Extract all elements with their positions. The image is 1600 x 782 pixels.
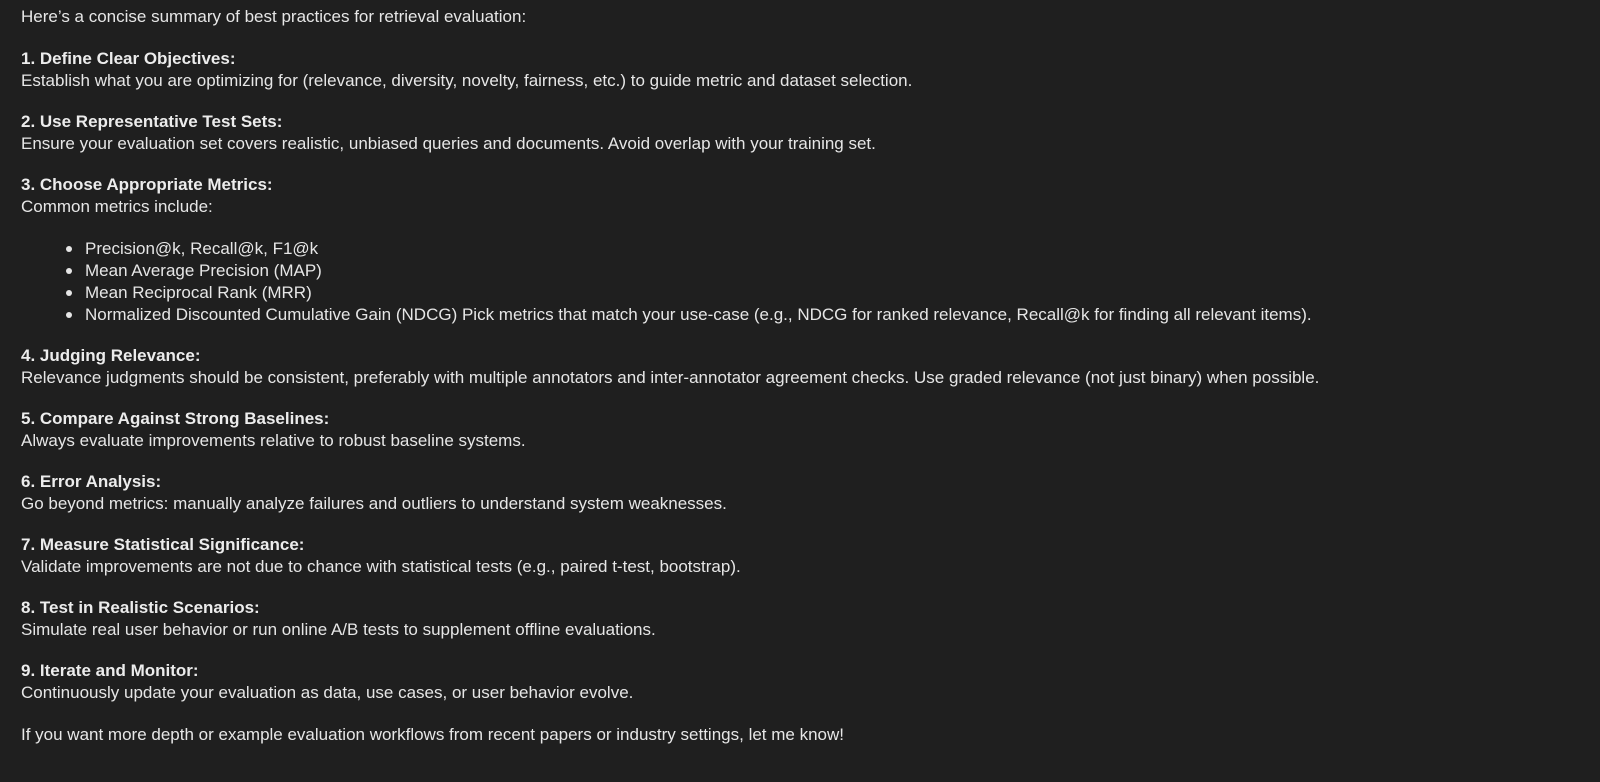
section-iterate-monitor <box>21 660 1591 704</box>
section-realistic-scenarios <box>21 597 1591 641</box>
bullet-dot-icon <box>66 268 72 274</box>
section-body: Validate improvements are not due to chance with statistical tests (e.g., paired t-test, bootstrap). <box>21 557 741 576</box>
section-error-analysis <box>21 471 1591 515</box>
section-body: Ensure your evaluation set covers realistic, unbiased queries and documents. Avoid overlap with your training set. <box>21 134 876 153</box>
section-body: Continuously update your evaluation as data, use cases, or user behavior evolve. <box>21 683 634 702</box>
section-title: 2. Use Representative Test Sets: <box>21 112 283 131</box>
response-intro: Here’s a concise summary of best practices for retrieval evaluation: <box>21 7 527 26</box>
section-title: 8. Test in Realistic Scenarios: <box>21 598 260 617</box>
response-outro: If you want more depth or example evaluation workflows from recent papers or industry settings, let me know! <box>21 725 844 744</box>
list-item <box>65 304 1591 326</box>
list-item-text: Mean Average Precision (MAP) <box>85 261 322 280</box>
section-title: 4. Judging Relevance: <box>21 346 201 365</box>
assistant-response <box>21 6 1591 746</box>
section-statistical-significance <box>21 534 1591 578</box>
section-judging-relevance <box>21 345 1591 389</box>
section-representative-test-sets <box>21 111 1591 155</box>
section-body: Simulate real user behavior or run online A/B tests to supplement offline evaluations. <box>21 620 656 639</box>
section-body: Always evaluate improvements relative to robust baseline systems. <box>21 431 526 450</box>
section-title: 3. Choose Appropriate Metrics: <box>21 175 273 194</box>
section-body: Relevance judgments should be consistent, preferably with multiple annotators and inter-annotator agreement checks. Use graded relevance (not just binary) when possible. <box>21 368 1320 387</box>
metrics-bullet-list <box>21 238 1591 326</box>
section-title: 7. Measure Statistical Significance: <box>21 535 305 554</box>
bullet-dot-icon <box>66 246 72 252</box>
list-item-text: Normalized Discounted Cumulative Gain (NDCG) Pick metrics that match your use-case (e.g., NDCG for ranked relevance, Recall@k for finding all relevant items). <box>85 305 1312 324</box>
section-strong-baselines <box>21 408 1591 452</box>
list-item <box>65 282 1591 304</box>
list-item-text: Mean Reciprocal Rank (MRR) <box>85 283 312 302</box>
list-item <box>65 238 1591 260</box>
list-item <box>65 260 1591 282</box>
section-title: 1. Define Clear Objectives: <box>21 49 236 68</box>
bullet-dot-icon <box>66 290 72 296</box>
list-item-text: Precision@k, Recall@k, F1@k <box>85 239 319 258</box>
bullet-dot-icon <box>66 312 72 318</box>
section-title: 9. Iterate and Monitor: <box>21 661 199 680</box>
section-define-objectives <box>21 48 1591 92</box>
section-title: 6. Error Analysis: <box>21 472 162 491</box>
section-appropriate-metrics <box>21 174 1591 326</box>
section-body: Go beyond metrics: manually analyze failures and outliers to understand system weaknesses. <box>21 494 727 513</box>
section-body: Common metrics include: <box>21 197 213 216</box>
section-body: Establish what you are optimizing for (relevance, diversity, novelty, fairness, etc.) to guide metric and dataset selection. <box>21 71 913 90</box>
section-title: 5. Compare Against Strong Baselines: <box>21 409 330 428</box>
